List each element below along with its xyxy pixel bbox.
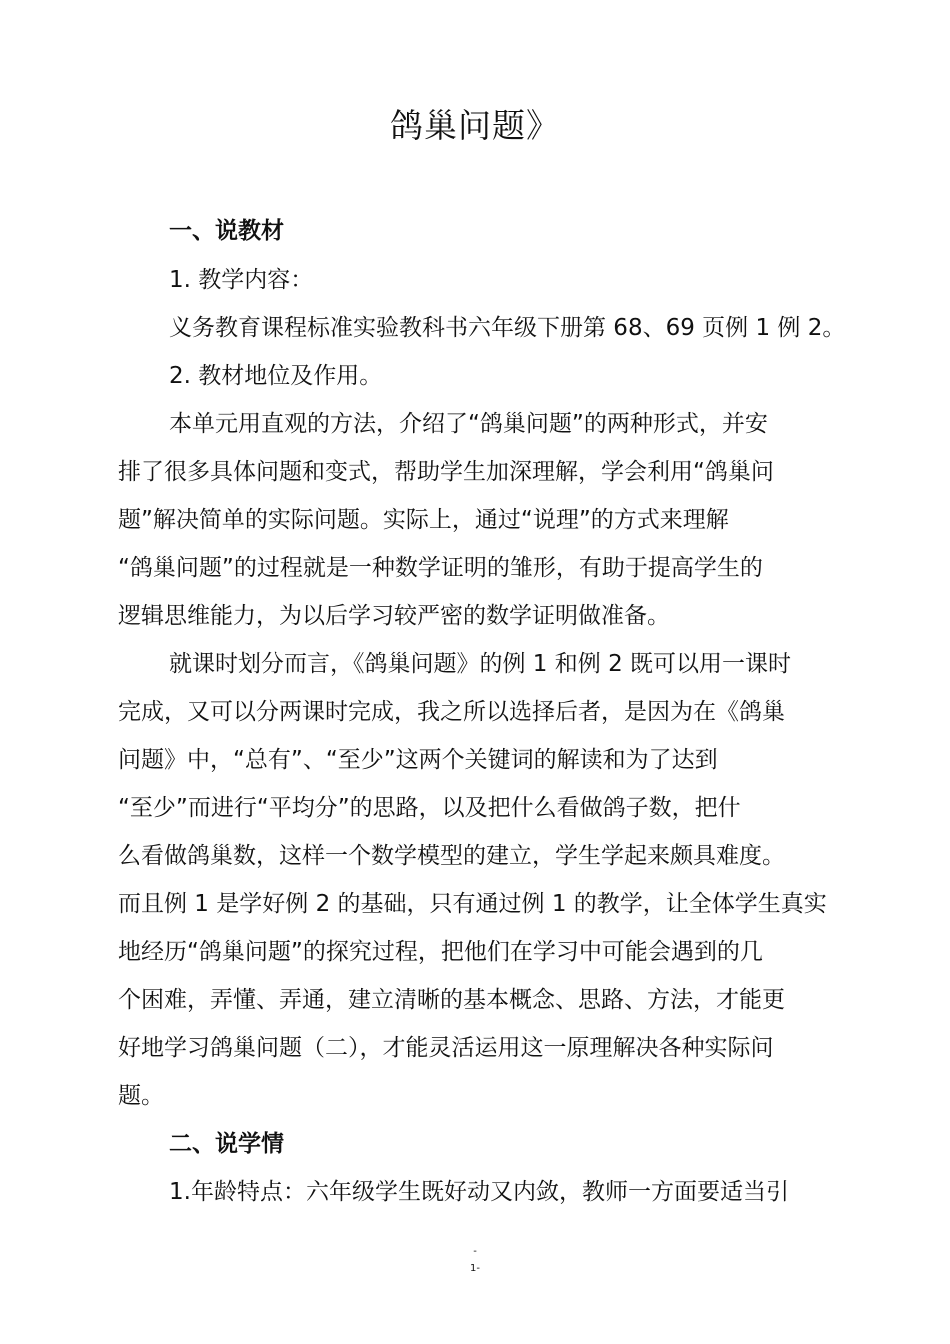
paragraph-line: 而且例 1 是学好例 2 的基础，只有通过例 1 的教学，让全体学生真实 [118,891,827,917]
paragraph-line: 地经历“鸽巢问题”的探究过程，把他们在学习中可能会遇到的几 [118,939,763,965]
paragraph-line: 义务教育课程标准实验教科书六年级下册第 68、69 页例 1 例 2。 [169,315,846,341]
section-heading-students: 二、说学情 [169,1131,284,1157]
paragraph-line: “鸽巢问题”的过程就是一种数学证明的雏形，有助于提高学生的 [118,555,763,581]
paragraph-line: 排了很多具体问题和变式，帮助学生加深理解，学会利用“鸽巢问 [118,459,774,485]
paragraph-line: 1.年龄特点：六年级学生既好动又内敛，教师一方面要适当引 [169,1179,789,1205]
section-heading-textbook: 一、说教材 [169,218,284,244]
paragraph-line: 就课时划分而言，《鸽巢问题》的例 1 和例 2 既可以用一课时 [169,651,792,677]
document-title: 鸽巢问题》 [390,106,560,145]
subheading-content: 1. 教学内容： [169,267,314,293]
paragraph-line: 题。 [118,1083,164,1109]
paragraph-line: 完成，又可以分两课时完成，我之所以选择后者，是因为在《鸽巢 [118,699,785,725]
paragraph-line: 么看做鸽巢数，这样一个数学模型的建立，学生学起来颇具难度。 [118,843,785,869]
paragraph-line: 本单元用直观的方法，介绍了“鸽巢问题”的两种形式，并安 [169,411,768,437]
paragraph-line: 逻辑思维能力，为以后学习较严密的数学证明做准备。 [118,603,670,629]
page-number: 1- [470,1263,480,1274]
footer-dash: - [473,1246,477,1257]
paragraph-line: 问题》中，“总有”、“至少”这两个关键词的解读和为了达到 [118,747,718,773]
paragraph-line: “至少”而进行“平均分”的思路，以及把什么看做鸽子数，把什 [118,795,741,821]
paragraph-line: 个困难，弄懂、弄通，建立清晰的基本概念、思路、方法，才能更 [118,987,785,1013]
subheading-role: 2. 教材地位及作用。 [169,363,383,389]
paragraph-line: 题”解决简单的实际问题。实际上，通过“说理”的方式来理解 [118,507,729,533]
paragraph-line: 好地学习鸽巢问题（二），才能灵活运用这一原理解决各种实际问 [118,1035,774,1061]
